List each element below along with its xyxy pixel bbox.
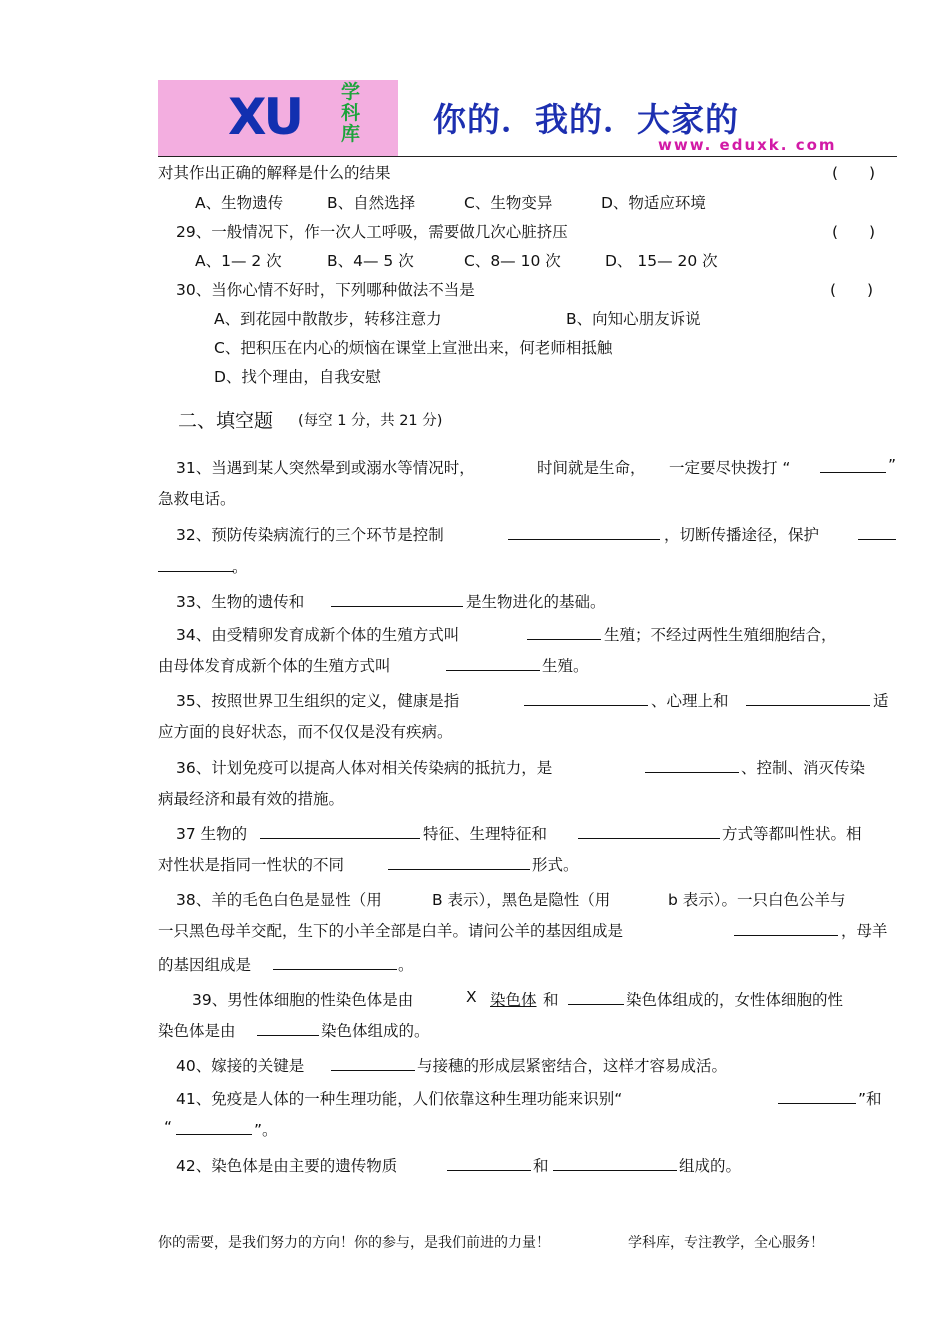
q34-blank-1[interactable] [527, 624, 601, 640]
q32-blank-2b[interactable] [158, 556, 234, 572]
q35-text-d: 应方面的良好状态，而不仅仅是没有疾病。 [158, 723, 453, 741]
q32-blank-2a[interactable] [858, 524, 896, 540]
q34-blank-2[interactable] [446, 655, 540, 671]
q42-text-b: 和 [533, 1157, 549, 1175]
slogan: 你的．我的．大家的 [433, 100, 739, 139]
q32-text-a: 32、预防传染病流行的三个环节是控制 [176, 526, 444, 544]
q33-text-b: 是生物进化的基础。 [466, 593, 606, 611]
q42-text-a: 42、染色体是由主要的遗传物质 [176, 1157, 398, 1175]
q31-text-d: ” [888, 456, 897, 474]
q42-blank-1[interactable] [447, 1155, 531, 1171]
q32-text-c: 。 [232, 558, 248, 576]
q36-blank[interactable] [645, 757, 739, 773]
q32-text-b: ，切断传播途径，保护 [664, 526, 820, 544]
q40-text-b: 与接穗的形成层紧密结合，这样才容易成活。 [417, 1057, 728, 1075]
q29-option-b: B、4— 5 次 [327, 252, 414, 270]
q35-blank-1[interactable] [524, 690, 648, 706]
q30-option-b: B、向知心朋友诉说 [566, 310, 701, 328]
q38-text-d: 一只黑色母羊交配，生下的小羊全部是白羊。请问公羊的基因组成是 [158, 922, 624, 940]
q37-text-e: 形式。 [532, 856, 579, 874]
q31-blank[interactable] [820, 457, 886, 473]
q41-text-c: “ [164, 1118, 173, 1136]
q39-text-g: 染色体组成的。 [321, 1022, 430, 1040]
q39-text-a: 39、男性体细胞的性染色体是由 [192, 991, 414, 1009]
q35-text-a: 35、按照世界卫生组织的定义，健康是指 [176, 692, 460, 710]
q38-text-f: 的基因组成是 [158, 956, 252, 974]
q31-text-a: 31、当遇到某人突然晕到或溺水等情况时， [176, 459, 475, 477]
logo-chars: 学 科 库 [341, 81, 361, 145]
q30-answer-paren: ( ) [830, 281, 874, 299]
q29-option-a: A、1— 2 次 [195, 252, 282, 270]
q39-text-c: 染色体 [490, 991, 537, 1009]
q28-option-b: B、自然选择 [327, 194, 416, 212]
footer-right: 学科库，专注教学，全心服务！ [628, 1235, 824, 1251]
q40-blank[interactable] [331, 1055, 415, 1071]
q35-text-b: 、心理上和 [651, 692, 729, 710]
q33-blank[interactable] [331, 591, 463, 607]
q36-text-b: 、控制、消灭传染 [741, 759, 866, 777]
q37-text-c: 方式等都叫性状。相 [722, 825, 862, 843]
q28-option-d: D、物适应环境 [601, 194, 706, 212]
q37-blank-2[interactable] [578, 823, 720, 839]
q34-text-b: 生殖；不经过两性生殖细胞结合， [604, 626, 837, 644]
q28-tail: 对其作出正确的解释是什么的结果 [158, 164, 391, 182]
q39-text-b: X [466, 988, 477, 1006]
q38-text-g: 。 [398, 956, 414, 974]
q41-text-a: 41、免疫是人体的一种生理功能，人们依靠这种生理功能来识别“ [176, 1090, 623, 1108]
section-heading: 二、填空题 [178, 410, 274, 432]
q38-text-a: 38、羊的毛色白色是显性（用 [176, 891, 382, 909]
q39-text-d: 和 [543, 991, 559, 1009]
q34-text-a: 34、由受精卵发育成新个体的生殖方式叫 [176, 626, 460, 644]
q31-text-c: 一定要尽快拨打 “ [669, 459, 791, 477]
q38-text-b: B 表示），黑色是隐性（用 [432, 891, 611, 909]
q37-text-d: 对性状是指同一性状的不同 [158, 856, 345, 874]
q35-text-c: 适 [873, 692, 889, 710]
q31-text-e: 急救电话。 [158, 490, 236, 508]
q41-text-d: ”。 [254, 1121, 278, 1139]
header-banner [158, 80, 891, 156]
site-url: www. eduxk. com [658, 136, 837, 154]
q28-option-c: C、生物变异 [464, 194, 553, 212]
q30-option-d: D、找个理由，自我安慰 [214, 368, 381, 386]
q31-text-b: 时间就是生命， [537, 459, 646, 477]
q41-blank-2[interactable] [176, 1119, 252, 1135]
q36-text-c: 病最经济和最有效的措施。 [158, 790, 345, 808]
q29-text: 29、一般情况下，作一次人工呼吸，需要做几次心脏挤压 [176, 223, 568, 241]
q32-blank-1[interactable] [508, 524, 660, 540]
q42-blank-2[interactable] [553, 1155, 677, 1171]
q39-text-f: 染色体是由 [158, 1022, 236, 1040]
q37-blank-3[interactable] [388, 854, 530, 870]
q42-text-c: 组成的。 [679, 1157, 742, 1175]
q33-text-a: 33、生物的遗传和 [176, 593, 305, 611]
q37-text-a: 37 生物的 [176, 825, 248, 843]
q37-blank-1[interactable] [260, 823, 420, 839]
q34-text-c: 由母体发育成新个体的生殖方式叫 [158, 657, 391, 675]
q41-text-b: ”和 [858, 1090, 882, 1108]
q30-text: 30、当你心情不好时，下列哪种做法不当是 [176, 281, 475, 299]
q39-text-e: 染色体组成的，女性体细胞的性 [626, 991, 844, 1009]
q28-answer-paren: ( ) [832, 164, 876, 182]
q34-text-d: 生殖。 [542, 657, 589, 675]
q29-option-d: D、 15— 20 次 [605, 252, 718, 270]
section-score-note: (每空 1 分，共 21 分) [298, 413, 443, 429]
q38-text-e: ，母羊 [841, 922, 888, 940]
q38-blank-1[interactable] [734, 920, 838, 936]
q41-blank-1[interactable] [778, 1088, 856, 1104]
q29-option-c: C、8— 10 次 [464, 252, 561, 270]
q39-blank-2[interactable] [257, 1020, 319, 1036]
header-divider [158, 156, 897, 157]
q37-text-b: 特征、生理特征和 [423, 825, 548, 843]
q35-blank-2[interactable] [746, 690, 870, 706]
q30-option-a: A、到花园中散散步，转移注意力 [214, 310, 442, 328]
q38-blank-2[interactable] [273, 954, 397, 970]
q38-text-c: b 表示）。一只白色公羊与 [668, 891, 846, 909]
q28-option-a: A、生物遗传 [195, 194, 284, 212]
q39-blank-1[interactable] [568, 989, 624, 1005]
q40-text-a: 40、嫁接的关键是 [176, 1057, 305, 1075]
q30-option-c: C、把积压在内心的烦恼在课堂上宣泄出来，何老师相抵触 [214, 339, 613, 357]
logo-text: XU [228, 88, 302, 146]
footer-left: 你的需要，是我们努力的方向！你的参与，是我们前进的力量！ [158, 1235, 550, 1251]
q29-answer-paren: ( ) [832, 223, 876, 241]
q36-text-a: 36、计划免疫可以提高人体对相关传染病的抵抗力，是 [176, 759, 553, 777]
logo [158, 80, 398, 156]
